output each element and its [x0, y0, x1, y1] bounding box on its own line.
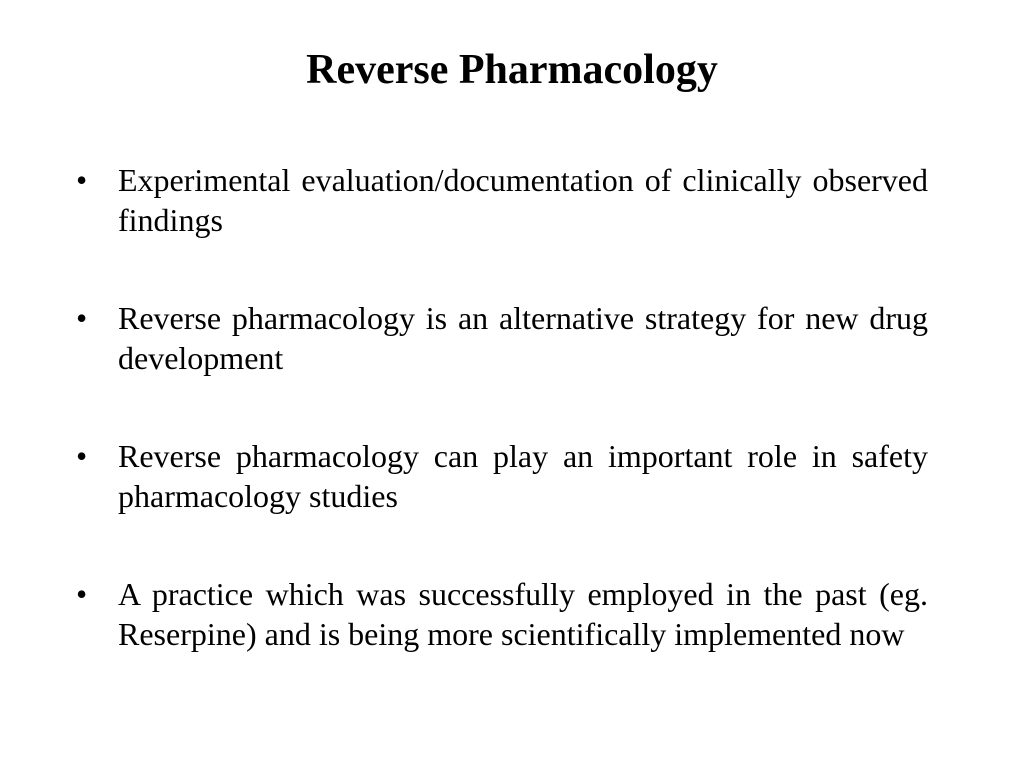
bullet-text: Reverse pharmacology can play an important role in safety pharmacology studies: [118, 438, 928, 514]
slide-title: Reverse Pharmacology: [306, 47, 718, 93]
bullet-marker: •: [76, 300, 88, 336]
bullet-item: [76, 160, 928, 240]
bullet-item: [76, 298, 928, 378]
bullet-marker: •: [76, 162, 88, 198]
bullet-text: A practice which was successfully employed in the past (eg. Reserpine) and is being more scientifically implemented now: [118, 576, 928, 652]
bullet-marker: •: [76, 438, 88, 474]
bullet-marker: •: [76, 576, 88, 612]
bullet-item: [76, 436, 928, 516]
bullet-list: [76, 160, 928, 654]
bullet-text: Reverse pharmacology is an alternative strategy for new drug development: [118, 300, 928, 376]
bullet-text: Experimental evaluation/documentation of clinically observed findings: [118, 162, 928, 238]
bullet-item: [76, 574, 928, 654]
